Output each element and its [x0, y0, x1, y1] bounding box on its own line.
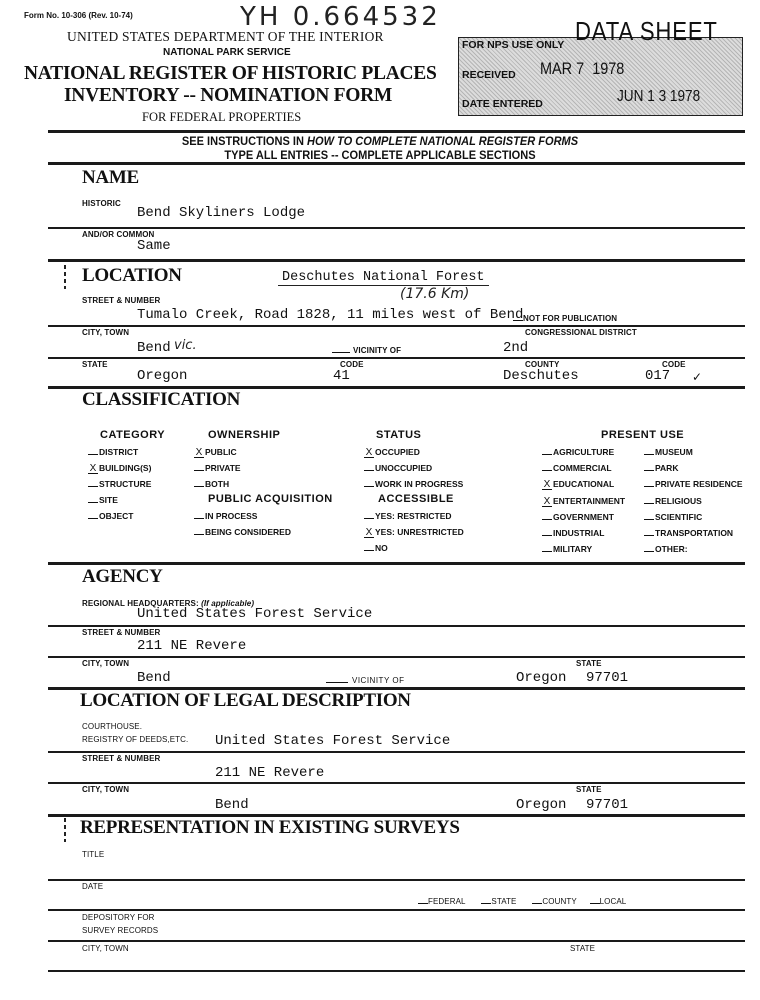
option-occupied[interactable] [364, 447, 420, 458]
option-label: PRIVATE [205, 463, 241, 473]
option-label: BUILDING(S) [99, 463, 152, 473]
state-code-label: CODE [340, 360, 364, 369]
blank-checkbox[interactable] [542, 454, 552, 455]
blank-checkbox[interactable] [542, 551, 552, 552]
county-code-field[interactable]: 017 [645, 368, 671, 384]
checked-mark-icon[interactable]: X [89, 463, 97, 474]
historic-label: HISTORIC [82, 199, 121, 208]
option-transportation[interactable] [644, 528, 733, 538]
option-object[interactable] [88, 511, 133, 521]
survey-city-label: CITY, TOWN [82, 944, 129, 953]
divider [48, 782, 745, 784]
checked-mark-icon[interactable]: X [195, 447, 203, 458]
survey-level-local[interactable] [590, 897, 627, 906]
option-in-process[interactable] [194, 511, 257, 521]
state-label: STATE [82, 360, 108, 369]
handwritten-reference-number: YH 0.664532 [240, 2, 441, 32]
congressional-district-field[interactable]: 2nd [503, 340, 529, 356]
option-label: OCCUPIED [375, 447, 420, 457]
legal-city-field[interactable]: Bend [215, 797, 249, 813]
option-being-considered[interactable] [194, 527, 291, 537]
option-military[interactable] [542, 544, 592, 554]
blank-checkbox[interactable] [88, 454, 98, 455]
option-label: MILITARY [553, 544, 593, 555]
section-heading-surveys: REPRESENTATION IN EXISTING SURVEYS [80, 817, 460, 838]
checked-mark-icon[interactable]: X [365, 527, 373, 538]
option-public[interactable] [194, 447, 237, 458]
city-field[interactable]: Bend [137, 340, 171, 356]
agency-state-label: STATE [576, 659, 602, 668]
checked-mark-icon[interactable]: X [543, 495, 551, 507]
option-label: INDUSTRIAL [553, 528, 605, 538]
option-label: STRUCTURE [99, 479, 152, 489]
option-building-s[interactable] [88, 463, 151, 474]
street-address-field[interactable]: Tumalo Creek, Road 1828, 11 miles west of Bend [137, 307, 524, 323]
option-educational[interactable] [542, 479, 614, 490]
street-number-label: STREET & NUMBER [82, 296, 161, 305]
service-name: NATIONAL PARK SERVICE [163, 47, 291, 58]
city-town-label: CITY, TOWN [82, 328, 130, 337]
option-other[interactable] [644, 544, 688, 554]
option-industrial[interactable] [542, 528, 604, 538]
blank-checkbox[interactable] [542, 535, 552, 536]
public-acquisition-heading: PUBLIC ACQUISITION [208, 493, 333, 505]
option-private[interactable] [194, 463, 241, 473]
blank-checkbox[interactable] [644, 470, 654, 471]
blank-checkbox[interactable] [644, 519, 654, 520]
blank-checkbox[interactable] [481, 903, 491, 904]
option-work-in-progress[interactable] [364, 479, 463, 489]
historic-name-field[interactable]: Bend Skyliners Lodge [137, 205, 306, 221]
survey-level-federal[interactable] [418, 897, 466, 906]
option-label: TRANSPORTATION [655, 528, 734, 538]
option-label: AGRICULTURE [553, 447, 615, 457]
survey-level-label: STATE [491, 897, 517, 906]
option-label: UNOCCUPIED [375, 463, 433, 473]
blank-checkbox[interactable] [194, 486, 204, 487]
forest-name: Deschutes National Forest [278, 270, 489, 286]
agency-city-label: CITY, TOWN [82, 659, 130, 668]
state-code-field[interactable]: 41 [333, 368, 350, 384]
divider [48, 357, 745, 359]
blank-checkbox[interactable] [364, 550, 374, 551]
instructions-line-2: TYPE ALL ENTRIES -- COMPLETE APPLICABLE SECTIONS [224, 148, 536, 162]
common-name-field[interactable]: Same [137, 238, 171, 254]
blank-checkbox[interactable] [542, 519, 552, 520]
form-number: Form No. 10-306 (Rev. 10-74) [24, 11, 133, 20]
agency-city-field[interactable]: Bend [137, 670, 171, 686]
not-for-publication-option[interactable] [513, 314, 617, 323]
present-use-heading: PRESENT USE [601, 429, 685, 441]
blank-checkbox[interactable] [590, 903, 600, 904]
blank-checkbox[interactable] [364, 486, 374, 487]
agency-state-field[interactable]: Oregon [516, 670, 567, 686]
blank-checkbox[interactable] [644, 551, 654, 552]
agency-vicinity-option[interactable] [326, 676, 404, 685]
legal-street-field[interactable]: 211 NE Revere [215, 765, 325, 781]
option-label: BEING CONSIDERED [205, 527, 291, 537]
blank-checkbox[interactable] [364, 518, 374, 519]
legal-street-label: STREET & NUMBER [82, 754, 161, 763]
survey-level-label: LOCAL [599, 897, 627, 906]
courthouse-field[interactable]: United States Forest Service [215, 733, 451, 749]
state-field[interactable]: Oregon [137, 368, 188, 384]
agency-zip-field[interactable]: 97701 [586, 670, 629, 686]
divider [48, 625, 745, 627]
divider [48, 325, 745, 327]
divider [48, 130, 745, 133]
instructions-prefix: SEE INSTRUCTIONS IN [181, 134, 308, 148]
option-label: COMMERCIAL [553, 463, 612, 474]
regional-hq-note: (If applicable) [201, 599, 255, 608]
option-label: SITE [99, 495, 118, 505]
registry-label: REGISTRY OF DEEDS,ETC. [82, 735, 189, 744]
option-district[interactable] [88, 447, 138, 457]
blank-checkbox[interactable] [194, 470, 204, 471]
accessible-heading: ACCESSIBLE [378, 493, 454, 505]
blank-checkbox[interactable] [88, 502, 98, 503]
checkmark-icon: ✓ [692, 370, 703, 384]
divider [48, 970, 745, 972]
divider [48, 940, 745, 942]
option-label: PUBLIC [205, 447, 237, 457]
option-yes-unrestricted[interactable] [364, 527, 464, 538]
legal-state-label: STATE [576, 785, 602, 794]
survey-level-state[interactable] [481, 897, 516, 906]
option-label: NO [375, 543, 388, 553]
option-private-residence[interactable] [644, 479, 743, 489]
blank-checkbox[interactable] [644, 503, 654, 504]
option-park[interactable] [644, 463, 678, 473]
margin-mark [64, 818, 66, 842]
divider [48, 227, 745, 229]
blank-checkbox[interactable] [644, 454, 654, 455]
county-field[interactable]: Deschutes [503, 368, 579, 384]
option-label: DISTRICT [99, 447, 139, 457]
option-religious[interactable] [644, 496, 702, 506]
survey-level-label: FEDERAL [428, 897, 466, 906]
section-heading-agency: AGENCY [82, 566, 163, 587]
option-label: BOTH [205, 479, 230, 489]
survey-title-label: TITLE [82, 850, 105, 859]
county-label: COUNTY [525, 360, 560, 369]
handwritten-vicinity-note: vic. [174, 338, 197, 353]
option-label: EDUCATIONAL [553, 479, 615, 490]
agency-street-field[interactable]: 211 NE Revere [137, 638, 247, 654]
divider [48, 879, 745, 881]
option-label: WORK IN PROGRESS [375, 479, 464, 489]
legal-zip-field[interactable]: 97701 [586, 797, 629, 813]
option-label: PARK [655, 463, 679, 474]
option-label: YES: RESTRICTED [375, 511, 452, 521]
agency-vicinity-label: VICINITY OF [352, 676, 405, 685]
regional-hq-label-text: REGIONAL HEADQUARTERS: [82, 599, 199, 608]
agency-street-label: STREET & NUMBER [82, 628, 161, 637]
vicinity-option[interactable] [332, 346, 401, 355]
blank-checkbox[interactable] [88, 486, 98, 487]
divider [48, 656, 745, 658]
survey-level-label: COUNTY [542, 897, 577, 906]
option-label: SCIENTIFIC [655, 511, 703, 522]
survey-records-label: SURVEY RECORDS [82, 926, 159, 935]
blank-checkbox[interactable] [644, 486, 654, 487]
option-label: ENTERTAINMENT [553, 495, 626, 506]
survey-state-label: STATE [570, 944, 596, 953]
blank-checkbox[interactable] [532, 903, 542, 904]
date-entered-label: DATE ENTERED [462, 98, 543, 110]
option-museum[interactable] [644, 447, 693, 457]
received-label: RECEIVED [462, 69, 516, 81]
depository-label: DEPOSITORY FOR [82, 913, 155, 922]
option-label: PRIVATE RESIDENCE [655, 479, 743, 490]
survey-level-county[interactable] [532, 897, 576, 906]
department-name: UNITED STATES DEPARTMENT OF THE INTERIOR [67, 29, 384, 44]
blank-checkbox[interactable] [418, 903, 428, 904]
nps-use-only-label: FOR NPS USE ONLY [462, 39, 565, 51]
courthouse-label: COURTHOUSE. [82, 722, 143, 731]
legal-city-label: CITY, TOWN [82, 785, 130, 794]
legal-state-field[interactable]: Oregon [516, 797, 567, 813]
date-entered-value: JUN 1 3 1978 [617, 88, 701, 105]
county-code-label: CODE [662, 360, 686, 369]
received-date: MAR 7 1978 [540, 59, 625, 78]
option-government[interactable] [542, 512, 614, 522]
divider [48, 909, 745, 911]
option-label: MUSEUM [655, 447, 693, 457]
option-agriculture[interactable] [542, 447, 614, 457]
instructions-line-1 [30, 134, 729, 148]
checked-mark-icon[interactable]: X [543, 479, 551, 491]
option-commercial[interactable] [542, 463, 612, 473]
handwritten-km-note: (17.6 Km) [400, 286, 470, 302]
divider [48, 562, 745, 565]
option-no[interactable] [364, 543, 388, 553]
section-heading-location: LOCATION [82, 265, 182, 286]
blank-checkbox[interactable] [364, 470, 374, 471]
checked-mark-icon[interactable]: X [365, 447, 373, 458]
category-heading: CATEGORY [100, 429, 166, 441]
survey-date-label: DATE [82, 882, 104, 891]
not-for-publication-label: NOT FOR PUBLICATION [523, 314, 618, 323]
form-subtitle: INVENTORY -- NOMINATION FORM [64, 85, 393, 106]
regional-hq-field[interactable]: United States Forest Service [137, 606, 373, 622]
blank-checkbox[interactable] [194, 518, 204, 519]
option-both[interactable] [194, 479, 229, 489]
divider [48, 259, 745, 262]
ownership-heading: OWNERSHIP [208, 429, 281, 441]
section-heading-legal-description: LOCATION OF LEGAL DESCRIPTION [80, 690, 411, 711]
section-heading-name: NAME [82, 167, 139, 188]
option-unoccupied[interactable] [364, 463, 432, 473]
blank-checkbox[interactable] [542, 470, 552, 471]
option-label: IN PROCESS [205, 511, 258, 521]
option-scientific[interactable] [644, 512, 702, 522]
option-label: RELIGIOUS [655, 495, 702, 506]
option-label: GOVERNMENT [553, 511, 614, 522]
option-entertainment[interactable] [542, 496, 625, 507]
instructions-title: HOW TO COMPLETE NATIONAL REGISTER FORMS [307, 134, 579, 148]
form-scope: FOR FEDERAL PROPERTIES [142, 110, 302, 124]
blank-checkbox[interactable] [88, 518, 98, 519]
option-label: YES: UNRESTRICTED [375, 527, 464, 537]
congressional-district-label: CONGRESSIONAL DISTRICT [525, 328, 637, 337]
form-title: NATIONAL REGISTER OF HISTORIC PLACES [24, 63, 437, 84]
common-name-label: AND/OR COMMON [82, 230, 155, 239]
option-structure[interactable] [88, 479, 151, 489]
option-site[interactable] [88, 495, 118, 505]
section-heading-classification: CLASSIFICATION [82, 389, 241, 410]
option-yes-restricted[interactable] [364, 511, 452, 521]
option-label: OBJECT [99, 511, 134, 521]
status-heading: STATUS [376, 429, 422, 441]
margin-mark [64, 265, 66, 289]
option-label: OTHER: [655, 544, 688, 555]
data-sheet-stamp: DATA SHEET [575, 16, 718, 46]
blank-checkbox[interactable] [644, 535, 654, 536]
divider [48, 162, 745, 165]
blank-checkbox[interactable] [194, 534, 204, 535]
divider [48, 751, 745, 753]
vicinity-label: VICINITY OF [353, 346, 402, 355]
